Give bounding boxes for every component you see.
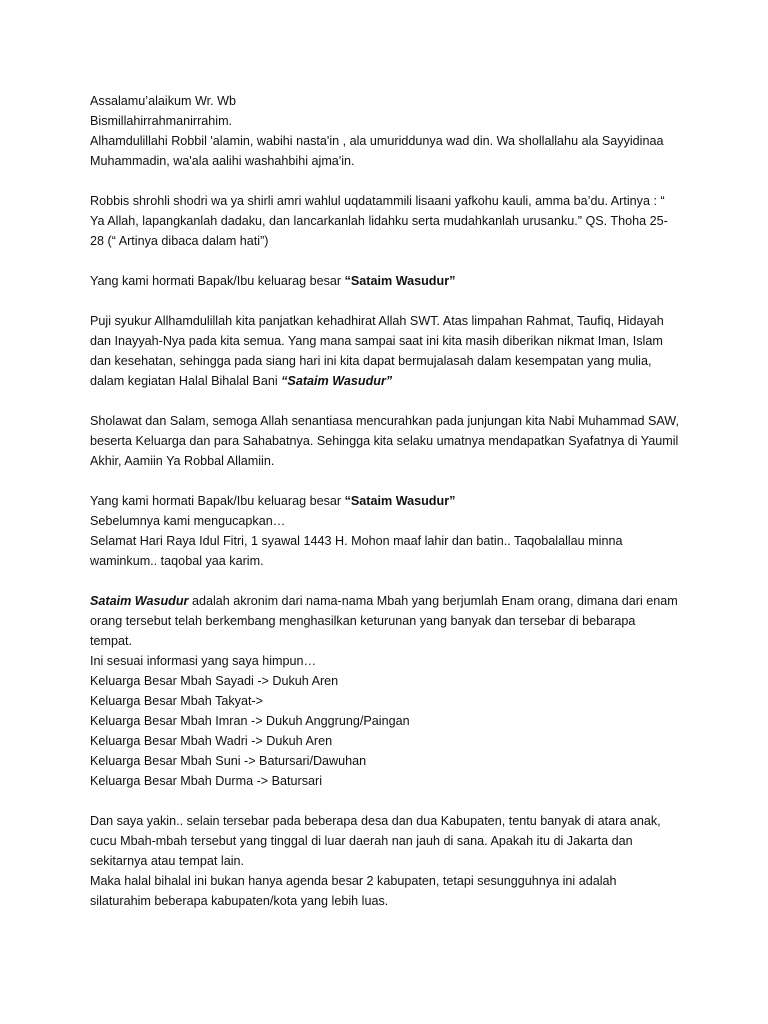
text-line: Maka halal bihalal ini bukan hanya agenda besar 2 kabupaten, tetapi sesungguhnya ini adalah [90,874,617,888]
text-line [90,271,680,291]
text-line: Assalamu’alaikum Wr. Wb [90,94,237,108]
text-line: Ini sesuai informasi yang saya himpun… [90,654,317,668]
acronym-name: Sataim Wasudur [90,594,189,608]
family-list-item: Keluarga Besar Mbah Durma -> Batursari [90,774,323,788]
acronym-paragraph [90,591,680,791]
text-line: sekitarnya atau tempat lain. [90,854,245,868]
text-line: tempat. [90,634,132,648]
prayer-paragraph [90,191,680,251]
gratitude-paragraph [90,311,680,391]
text-line [90,491,680,511]
family-list [90,671,680,791]
greeting-text: Yang kami hormati Bapak/Ibu keluarag besar [90,274,345,288]
family-list-item: Keluarga Besar Mbah Suni -> Batursari/Dawuhan [90,754,367,768]
text-line: Dan saya yakin.. selain tersebar pada beberapa desa dan dua Kabupaten, tentu banyak di atara anak, [90,814,661,828]
text-line: waminkum.. taqobal yaa karim. [90,554,264,568]
event-text: dalam kegiatan Halal Bihalal Bani [90,374,282,388]
text-line: Puji syukur Allhamdulillah kita panjatkan kehadhirat Allah SWT. Atas limpahan Rahmat, Taufiq, Hidayah [90,314,664,328]
text-line: Ya Allah, lapangkanlah dadaku, dan lancarkanlah lidahku serta mudahkanlah urusanku.” QS. Thoha 25- [90,214,668,228]
text-line: Sebelumnya kami mengucapkan… [90,514,286,528]
paragraph-gap [90,291,680,311]
text-line: Muhammadin, wa'ala aalihi washahbihi ajma'in. [90,154,355,168]
paragraph-gap [90,391,680,411]
family-list-item: Keluarga Besar Mbah Imran -> Dukuh Anggrung/Paingan [90,714,410,728]
closing-paragraph [90,811,680,911]
text-line: silaturahim beberapa kabupaten/kota yang lebih luas. [90,894,389,908]
text-line: Selamat Hari Raya Idul Fitri, 1 syawal 1443 H. Mohon maaf lahir dan batin.. Taqobalallau minna [90,534,623,548]
text-line: Sholawat dan Salam, semoga Allah senantiasa mencurahkan pada junjungan kita Nabi Muhammad SAW, [90,414,679,428]
sholawat-paragraph [90,411,680,471]
paragraph-gap [90,251,680,271]
family-list-item: Keluarga Besar Mbah Takyat-> [90,694,264,708]
text-line: 28 (“ Artinya dibaca dalam hati”) [90,234,269,248]
family-name-bold-italic: “Sataim Wasudur” [281,374,393,388]
text-line: Robbis shrohli shodri wa ya shirli amri wahlul uqdatammili lisaani yafkohu kauli, amma ba’du. Artinya : “ [90,194,665,208]
text-line: Bismillahirrahmanirrahim. [90,114,233,128]
greeting-text: Yang kami hormati Bapak/Ibu keluarag besar [90,494,345,508]
document-page [90,91,680,911]
text-line [90,591,680,611]
text-line: beserta Keluarga dan para Sahabatnya. Sehingga kita selaku umatnya mendapatkan Syafatnya di Yaumil [90,434,679,448]
paragraph-gap [90,571,680,591]
text-line: dan kesehatan, sehingga pada siang hari ini kita dapat bermujalasah dalam kesempatan yang mulia, [90,354,652,368]
paragraph-gap [90,471,680,491]
acronym-text: adalah akronim dari nama-nama Mbah yang berjumlah Enam orang, dimana dari enam [188,594,678,608]
text-line: Akhir, Aamiin Ya Robbal Allamiin. [90,454,275,468]
text-line: orang tersebut telah berkembang menghasilkan keturunan yang banyak dan tersebar di bebarapa [90,614,636,628]
eid-greeting-paragraph [90,491,680,571]
family-list-item: Keluarga Besar Mbah Wadri -> Dukuh Aren [90,734,333,748]
greeting-paragraph [90,271,680,291]
paragraph-gap [90,171,680,191]
text-line [90,371,680,391]
text-line: cucu Mbah-mbah tersebut yang tinggal di luar daerah nan jauh di sana. Apakah itu di Jakarta dan [90,834,633,848]
text-line: dan Inayyah-Nya pada kita semua. Yang mana sampai saat ini kita masih diberikan nikmat Iman, Islam [90,334,663,348]
opening-paragraph [90,91,680,171]
paragraph-gap [90,791,680,811]
family-name-bold: “Sataim Wasudur” [344,494,456,508]
family-list-item: Keluarga Besar Mbah Sayadi -> Dukuh Aren [90,674,339,688]
text-line: Alhamdulillahi Robbil 'alamin, wabihi nasta'in , ala umuriddunya wad din. Wa shollallahu ala Sayyidinaa [90,134,664,148]
family-name-bold: “Sataim Wasudur” [344,274,456,288]
